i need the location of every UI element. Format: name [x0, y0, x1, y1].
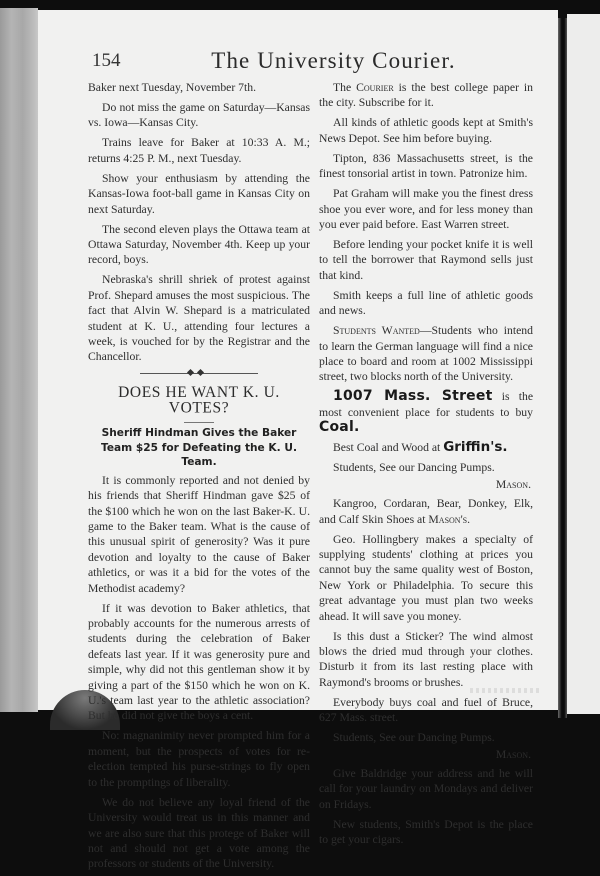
courier-name: Courier [356, 81, 394, 94]
notice: New students, Smith's Depot is the place to get your cigars. [319, 817, 533, 847]
headline-rule [184, 422, 214, 423]
paragraph: Nebraska's shrill shriek of protest against Prof. Shepard amuses the most suspicious. The fact that Alvin W. Shepard is a matriculated student at K. U., attending four lectures a week, is vouched for by the Registrar and the Chancellor. [88, 273, 310, 364]
text-fragment: Best Coal and Wood at [333, 441, 444, 455]
article-paragraph: It is commonly reported and not denied by his friends that Sheriff Hindman gave $25 of the $100 which he won on the last Baker-K. U. game to the Baker team. What is the cause of this unusual spirit of generosity? Was it pure devotion and loyalty to the cause of Baker athletics, or was it a bid for the votes of the Methodist academy? [88, 473, 310, 595]
paragraph: Do not miss the game on Saturday—Kansas vs. Iowa—Kansas City. [88, 101, 310, 130]
notice: Give Baldridge your address and he will call for your laundry on Mondays and deliver on Fridays. [319, 766, 533, 811]
signature: Mason. [495, 747, 531, 761]
students-wanted-label: Students Wanted [333, 324, 420, 338]
article-paragraph: No: magnanimity never prompted him for a moment, but the prospects of votes for re-election tempted his purse-strings to fly open to the promptings of liberality. [88, 729, 310, 789]
notice: Pat Graham will make you the finest dress shoe you ever wore, and for less money than you ever paid before. East Warren street. [319, 187, 533, 232]
masthead-title: The University Courier. [211, 48, 456, 73]
article-paragraph: We do not believe any loyal friend of the University would treat us in this manner and we are also sure that this protege of Baker will not and should not get a vote among the professors or students of the University. [88, 795, 310, 871]
page-number: 154 [92, 50, 121, 71]
article-paragraph: If it was devotion to Baker athletics, that probably accounts for the numerous arrests of students during the celebration of Baker defeats last year. If it was generosity pure and simple, why did not this gentleman show it by giving a part of the $150 which he won on K. U.'s team last year to the athletic association? But he did not give the boys a cent. [88, 601, 310, 723]
page-header [92, 48, 537, 78]
notice: Students, See our Dancing Pumps. [333, 461, 495, 475]
paragraph: Show your enthusiasm by attending the Kansas-Iowa foot-ball game in Kansas City on next Saturday. [88, 171, 310, 216]
text-fragment: is the best college paper in the city. Subscribe for it. [319, 81, 533, 110]
divider-diamond [197, 369, 204, 376]
text-fragment: is the most convenient place for students to buy [319, 390, 534, 419]
notice: Everybody buys coal and fuel of Bruce, 627 Mass. street. [319, 695, 533, 725]
text-fragment: —Students who intend to learn the German language will find a nice place to board and room at 1002 Mississippi street, two blocks north of the University. [319, 324, 533, 384]
mason-shoes-ad [319, 496, 533, 527]
notice: Smith keeps a full line of athletic goods and news. [319, 288, 533, 318]
coal-ad [319, 389, 533, 435]
paragraph: Trains leave for Baker at 10:33 A. M.; returns 4:25 P. M., next Tuesday. [88, 136, 310, 165]
divider-diamond [187, 369, 194, 376]
griffin-ad [319, 440, 533, 455]
notice: Tipton, 836 Massachusetts street, is the finest tonsorial artist in town. Patronize him. [319, 151, 533, 181]
coal-ad-product: Coal. [319, 419, 360, 436]
book-gutter [558, 18, 567, 718]
paragraph: Baker next Tuesday, November 7th. [88, 81, 257, 94]
signature: Mason. [495, 477, 531, 491]
courier-notice [319, 80, 533, 111]
notice: Is this dust a Sticker? The wind almost blows the dried mud through your clothes. Disturb it from its last resting place with Raymond's brooms or brushes. [319, 629, 533, 689]
article-subhead: Sheriff Hindman Gives the Baker Team $25 for Defeating the K. U. Team. [101, 427, 297, 469]
paragraph: The second eleven plays the Ottawa team at Ottawa Saturday, November 4th. Keep up your record, boys. [88, 222, 310, 267]
notice: Before lending your pocket knife it is well to tell the borrower that Raymond sells just that kind. [319, 238, 533, 282]
mason-name: Mason's. [428, 512, 471, 526]
right-column [319, 80, 533, 852]
notice: All kinds of athletic goods kept at Smith's News Depot. See him before buying. [319, 116, 533, 145]
left-column [88, 80, 310, 876]
book-page-edges [0, 8, 38, 712]
coal-ad-address: 1007 Mass. Street [333, 388, 493, 405]
notice: Geo. Hollingbery makes a specialty of supplying students' clothing at prices you cannot buy the same quality west of Boston, New York or Philadelphia. To secure this great advantage you must plan two weeks ahead. It will save you money. [319, 532, 533, 623]
students-wanted-notice [319, 323, 533, 385]
text-fragment: Kangroo, Cordaran, Bear, Donkey, Elk, and Calf Skin Shoes at [319, 497, 533, 526]
facing-page-edge [567, 14, 600, 714]
article-headline: DOES HE WANT K. U. VOTES? [118, 383, 280, 418]
griffin-name: Griffin's. [443, 439, 508, 456]
ornamental-divider [88, 369, 310, 379]
text-fragment: The [333, 81, 357, 94]
notice: Students, See our Dancing Pumps. [333, 731, 495, 745]
